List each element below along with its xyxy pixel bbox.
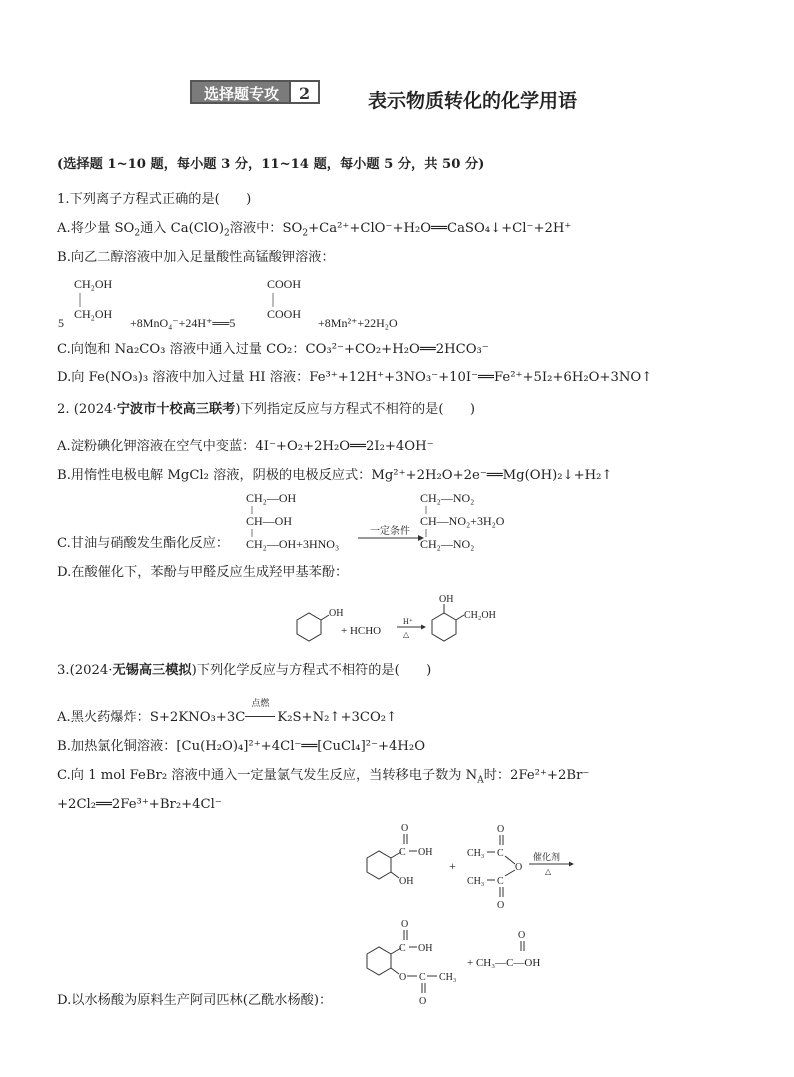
svg-text:O: O (401, 919, 409, 930)
svg-text:△: △ (403, 630, 410, 639)
svg-text:OH: OH (329, 608, 344, 619)
svg-text:CH₂—NO₂: CH₂—NO₂ (420, 491, 475, 505)
svg-text:O: O (497, 900, 505, 911)
svg-text:一定条件: 一定条件 (370, 526, 410, 537)
q1-stem: 1.下列离子方程式正确的是( ) (57, 192, 252, 207)
svg-text:OH: OH (418, 943, 433, 954)
svg-text:C: C (399, 847, 406, 858)
q3-d-reactants (355, 820, 595, 912)
svg-text:CH₃: CH₃ (467, 848, 485, 859)
svg-text:O: O (399, 972, 407, 983)
q2-c-equation (240, 488, 520, 556)
benzene-ring-2 (432, 613, 456, 641)
svg-text:△: △ (545, 867, 552, 876)
q1-option-a: A.将少量 $SO_2$通入 $Ca(ClO)_2$溶液中：$SO_2+Ca^{2+}+ClO^-+H_2O══CaSO_4↓+Cl^-+2H^+$ (57, 221, 572, 239)
svg-text:CH₃: CH₃ (439, 972, 457, 983)
svg-text:+: + (449, 859, 456, 873)
svg-text:C: C (497, 848, 504, 859)
svg-text:O: O (518, 930, 526, 941)
q3-option-d: D.以水杨酸为原料生产阿司匹林(乙酰水杨酸)： (57, 993, 333, 1008)
intro-text: (选择题 1~10 题，每小题 3 分，11~14 题，每小题 5 分，共 50 分) (57, 157, 485, 172)
badge-label: 选择题专攻 (190, 80, 291, 104)
svg-text:CH₂—OH: CH₂—OH (246, 491, 297, 505)
svg-text:CH—OH: CH—OH (246, 514, 293, 528)
ch2oh-top: CH₂OH (74, 277, 113, 291)
q2-d-equation (275, 588, 535, 654)
salicylic-ring (367, 851, 391, 879)
benzene-ring-1 (297, 613, 321, 641)
svg-text:CH₂—OH+3HNO₃: CH₂—OH+3HNO₃ (246, 537, 340, 551)
svg-text:C: C (399, 943, 406, 954)
svg-text:CH₃: CH₃ (467, 876, 485, 887)
q3-option-c-line2: +2Cl₂══2Fe³⁺+Br₂+4Cl⁻ (57, 797, 222, 812)
svg-text:O: O (419, 996, 427, 1007)
svg-text:催化剂: 催化剂 (533, 852, 561, 862)
svg-text:CH₂—NO₂: CH₂—NO₂ (420, 537, 475, 551)
q3-option-a: A.黑火药爆炸：S+2KNO₃+3C 点燃 K₂S+N₂↑+3CO₂↑ (57, 699, 398, 725)
svg-text:O: O (497, 824, 505, 835)
q3-d-products (355, 918, 585, 1010)
b-end: +8Mn²⁺+22H₂O (318, 316, 398, 330)
svg-text:C: C (497, 876, 504, 887)
q2-option-b: B.用惰性电极电解 MgCl₂ 溶液，阴极的电极反应式：Mg²⁺+2H₂O+2e⁻══Mg(OH)₂↓+H₂↑ (57, 468, 613, 483)
svg-text:+ HCHO: + HCHO (341, 625, 382, 637)
cooh-bottom: COOH (267, 307, 302, 321)
aspirin-ring (367, 947, 391, 975)
svg-text:H⁺: H⁺ (403, 617, 413, 626)
q3-stem: 3.(2024·无锡高三模拟)下列化学反应与方程式不相符的是( ) (57, 663, 432, 678)
q2-option-a: A.淀粉碘化钾溶液在空气中变蓝：4I⁻+O₂+2H₂O══2I₂+4OH⁻ (57, 439, 434, 454)
coef-5: 5 (58, 316, 64, 330)
svg-text:OH: OH (439, 594, 454, 605)
q2-option-d: D.在酸催化下，苯酚与甲醛反应生成羟甲基苯酚： (57, 565, 349, 580)
badge-number: 2 (291, 80, 320, 104)
ch2oh-bottom: CH₂OH (74, 307, 113, 321)
svg-text:C: C (419, 972, 426, 983)
section-badge (190, 80, 320, 104)
q3-option-b: B.加热氯化铜溶液：[Cu(H₂O)₄]²⁺+4Cl⁻══[CuCl₄]²⁻+4H₂O (57, 739, 426, 754)
q1-option-d: D.向 Fe(NO₃)₃ 溶液中加入过量 HI 溶液：Fe³⁺+12H⁺+3NO₃⁻+10I⁻══Fe²⁺+5I₂+6H₂O+3NO↑ (57, 370, 653, 385)
q1-b-equation (52, 272, 472, 338)
q2-stem: 2. (2024·宁波市十校高三联考)下列指定反应与方程式不相符的是( ) (57, 402, 475, 417)
svg-text:OH: OH (418, 847, 433, 858)
q1-option-b: B.向乙二醇溶液中加入足量酸性高锰酸钾溶液： (57, 250, 335, 265)
svg-text:CH₂OH: CH₂OH (464, 610, 496, 621)
cooh-top: COOH (267, 277, 302, 291)
b-mid: +8MnO₄⁻+24H⁺══5 (130, 316, 236, 330)
svg-text:O: O (401, 823, 409, 834)
svg-text:OH: OH (399, 876, 414, 887)
svg-text:+ CH₃—C—OH: + CH₃—C—OH (467, 957, 541, 969)
page-title: 表示物质转化的化学用语 (368, 90, 578, 112)
svg-text:O: O (515, 862, 523, 873)
q1-option-c: C.向饱和 Na₂CO₃ 溶液中通入过量 CO₂：CO₃²⁻+CO₂+H₂O══2HCO₃⁻ (57, 342, 489, 357)
svg-text:CH—NO₂+3H₂O: CH—NO₂+3H₂O (420, 514, 505, 528)
q2-option-c: C.甘油与硝酸发生酯化反应： (57, 536, 230, 551)
q3-option-c-line1: C.向 1 mol FeBr₂ 溶液中通入一定量氯气发生反应，当转移电子数为 $N_A$时：2Fe²⁺+2Br⁻ (57, 768, 590, 786)
